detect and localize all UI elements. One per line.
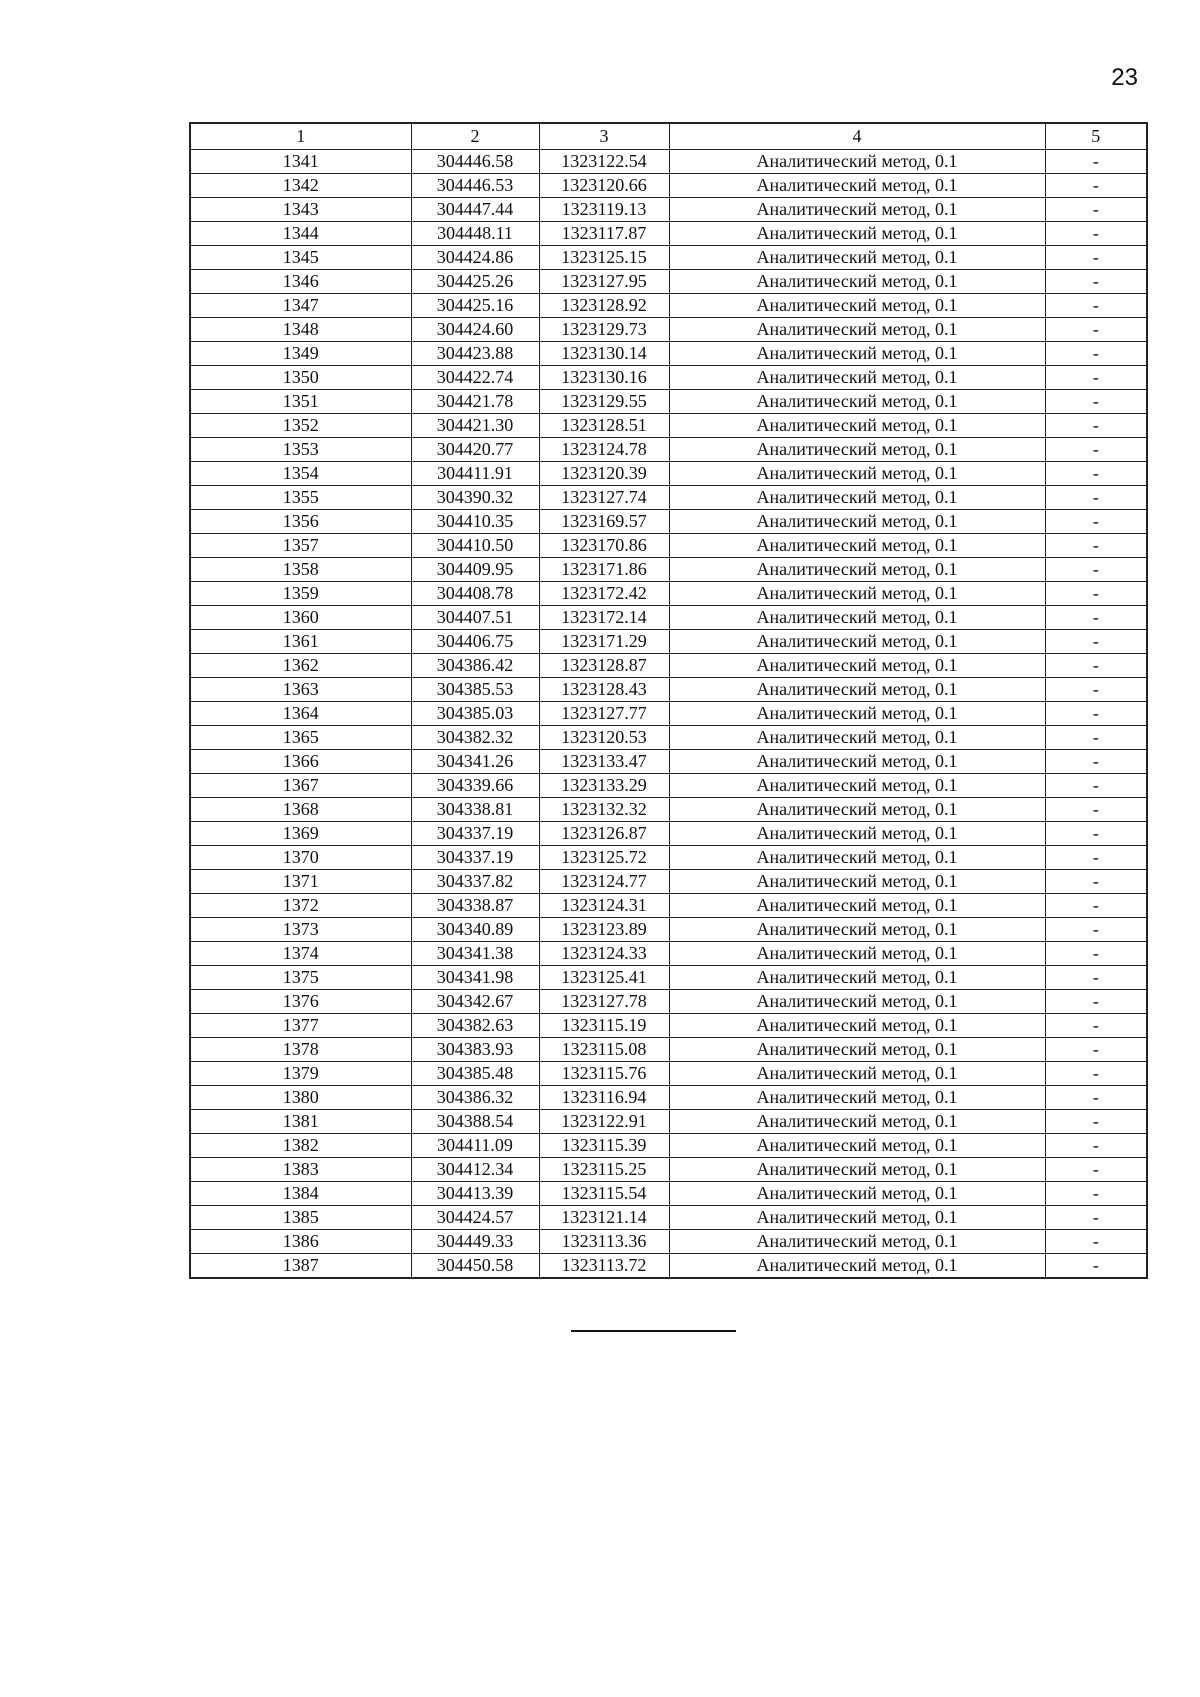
y-coordinate-cell: 1323124.78 [539, 438, 669, 462]
point-number-cell: 1358 [190, 558, 411, 582]
table-row [190, 750, 1147, 774]
note-cell: - [1045, 630, 1147, 654]
method-cell: Аналитический метод, 0.1 [669, 1254, 1045, 1279]
table-row [190, 798, 1147, 822]
point-number-cell: 1374 [190, 942, 411, 966]
x-coordinate-cell: 304338.81 [411, 798, 539, 822]
method-cell: Аналитический метод, 0.1 [669, 726, 1045, 750]
y-coordinate-cell: 1323124.31 [539, 894, 669, 918]
table-row [190, 774, 1147, 798]
x-coordinate-cell: 304410.35 [411, 510, 539, 534]
note-cell: - [1045, 606, 1147, 630]
point-number-cell: 1362 [190, 654, 411, 678]
table-header [190, 123, 1147, 150]
method-cell: Аналитический метод, 0.1 [669, 894, 1045, 918]
point-number-cell: 1369 [190, 822, 411, 846]
x-coordinate-cell: 304383.93 [411, 1038, 539, 1062]
method-cell: Аналитический метод, 0.1 [669, 798, 1045, 822]
method-cell: Аналитический метод, 0.1 [669, 462, 1045, 486]
note-cell: - [1045, 222, 1147, 246]
note-cell: - [1045, 1062, 1147, 1086]
table-row [190, 702, 1147, 726]
point-number-cell: 1355 [190, 486, 411, 510]
method-cell: Аналитический метод, 0.1 [669, 822, 1045, 846]
table-row [190, 1158, 1147, 1182]
y-coordinate-cell: 1323128.92 [539, 294, 669, 318]
method-cell: Аналитический метод, 0.1 [669, 1230, 1045, 1254]
x-coordinate-cell: 304386.32 [411, 1086, 539, 1110]
note-cell: - [1045, 534, 1147, 558]
x-coordinate-cell: 304406.75 [411, 630, 539, 654]
point-number-cell: 1387 [190, 1254, 411, 1279]
method-cell: Аналитический метод, 0.1 [669, 1062, 1045, 1086]
method-cell: Аналитический метод, 0.1 [669, 846, 1045, 870]
y-coordinate-cell: 1323115.54 [539, 1182, 669, 1206]
point-number-cell: 1385 [190, 1206, 411, 1230]
x-coordinate-cell: 304413.39 [411, 1182, 539, 1206]
y-coordinate-cell: 1323127.77 [539, 702, 669, 726]
note-cell: - [1045, 894, 1147, 918]
y-coordinate-cell: 1323130.16 [539, 366, 669, 390]
point-number-cell: 1352 [190, 414, 411, 438]
method-cell: Аналитический метод, 0.1 [669, 270, 1045, 294]
point-number-cell: 1381 [190, 1110, 411, 1134]
table-row [190, 198, 1147, 222]
table-row [190, 270, 1147, 294]
x-coordinate-cell: 304386.42 [411, 654, 539, 678]
y-coordinate-cell: 1323126.87 [539, 822, 669, 846]
x-coordinate-cell: 304424.57 [411, 1206, 539, 1230]
x-coordinate-cell: 304425.16 [411, 294, 539, 318]
method-cell: Аналитический метод, 0.1 [669, 1014, 1045, 1038]
point-number-cell: 1349 [190, 342, 411, 366]
table-row [190, 390, 1147, 414]
method-cell: Аналитический метод, 0.1 [669, 774, 1045, 798]
table-row [190, 318, 1147, 342]
y-coordinate-cell: 1323125.72 [539, 846, 669, 870]
point-number-cell: 1372 [190, 894, 411, 918]
x-coordinate-cell: 304421.78 [411, 390, 539, 414]
x-coordinate-cell: 304385.53 [411, 678, 539, 702]
x-coordinate-cell: 304382.32 [411, 726, 539, 750]
x-coordinate-cell: 304420.77 [411, 438, 539, 462]
note-cell: - [1045, 414, 1147, 438]
method-cell: Аналитический метод, 0.1 [669, 1134, 1045, 1158]
header-col-2: 2 [411, 123, 539, 150]
coordinates-table [189, 122, 1148, 1279]
note-cell: - [1045, 294, 1147, 318]
table-row [190, 150, 1147, 174]
note-cell: - [1045, 390, 1147, 414]
method-cell: Аналитический метод, 0.1 [669, 630, 1045, 654]
point-number-cell: 1373 [190, 918, 411, 942]
x-coordinate-cell: 304408.78 [411, 582, 539, 606]
y-coordinate-cell: 1323133.29 [539, 774, 669, 798]
point-number-cell: 1351 [190, 390, 411, 414]
y-coordinate-cell: 1323132.32 [539, 798, 669, 822]
point-number-cell: 1380 [190, 1086, 411, 1110]
point-number-cell: 1366 [190, 750, 411, 774]
note-cell: - [1045, 582, 1147, 606]
method-cell: Аналитический метод, 0.1 [669, 1086, 1045, 1110]
x-coordinate-cell: 304410.50 [411, 534, 539, 558]
method-cell: Аналитический метод, 0.1 [669, 222, 1045, 246]
y-coordinate-cell: 1323127.95 [539, 270, 669, 294]
point-number-cell: 1377 [190, 1014, 411, 1038]
note-cell: - [1045, 1038, 1147, 1062]
note-cell: - [1045, 1014, 1147, 1038]
y-coordinate-cell: 1323115.76 [539, 1062, 669, 1086]
point-number-cell: 1359 [190, 582, 411, 606]
table-row [190, 630, 1147, 654]
table-row [190, 918, 1147, 942]
x-coordinate-cell: 304448.11 [411, 222, 539, 246]
y-coordinate-cell: 1323115.39 [539, 1134, 669, 1158]
note-cell: - [1045, 726, 1147, 750]
point-number-cell: 1346 [190, 270, 411, 294]
point-number-cell: 1368 [190, 798, 411, 822]
header-col-4: 4 [669, 123, 1045, 150]
table-row [190, 1206, 1147, 1230]
y-coordinate-cell: 1323122.54 [539, 150, 669, 174]
note-cell: - [1045, 774, 1147, 798]
x-coordinate-cell: 304447.44 [411, 198, 539, 222]
point-number-cell: 1379 [190, 1062, 411, 1086]
table-row [190, 222, 1147, 246]
y-coordinate-cell: 1323128.51 [539, 414, 669, 438]
note-cell: - [1045, 510, 1147, 534]
table-row [190, 342, 1147, 366]
point-number-cell: 1348 [190, 318, 411, 342]
point-number-cell: 1343 [190, 198, 411, 222]
end-rule [571, 1330, 736, 1332]
point-number-cell: 1376 [190, 990, 411, 1014]
x-coordinate-cell: 304388.54 [411, 1110, 539, 1134]
x-coordinate-cell: 304409.95 [411, 558, 539, 582]
x-coordinate-cell: 304337.19 [411, 822, 539, 846]
method-cell: Аналитический метод, 0.1 [669, 702, 1045, 726]
y-coordinate-cell: 1323169.57 [539, 510, 669, 534]
y-coordinate-cell: 1323123.89 [539, 918, 669, 942]
method-cell: Аналитический метод, 0.1 [669, 1182, 1045, 1206]
note-cell: - [1045, 246, 1147, 270]
header-col-1: 1 [190, 123, 411, 150]
method-cell: Аналитический метод, 0.1 [669, 966, 1045, 990]
method-cell: Аналитический метод, 0.1 [669, 558, 1045, 582]
y-coordinate-cell: 1323128.43 [539, 678, 669, 702]
note-cell: - [1045, 1086, 1147, 1110]
table-row [190, 894, 1147, 918]
y-coordinate-cell: 1323117.87 [539, 222, 669, 246]
table-row [190, 1230, 1147, 1254]
table-row [190, 822, 1147, 846]
note-cell: - [1045, 270, 1147, 294]
table-row [190, 654, 1147, 678]
y-coordinate-cell: 1323128.87 [539, 654, 669, 678]
y-coordinate-cell: 1323130.14 [539, 342, 669, 366]
note-cell: - [1045, 1134, 1147, 1158]
y-coordinate-cell: 1323172.42 [539, 582, 669, 606]
table-row [190, 1110, 1147, 1134]
x-coordinate-cell: 304422.74 [411, 366, 539, 390]
method-cell: Аналитический метод, 0.1 [669, 486, 1045, 510]
table-row [190, 1038, 1147, 1062]
header-col-3: 3 [539, 123, 669, 150]
note-cell: - [1045, 342, 1147, 366]
point-number-cell: 1378 [190, 1038, 411, 1062]
table-row [190, 1086, 1147, 1110]
note-cell: - [1045, 654, 1147, 678]
method-cell: Аналитический метод, 0.1 [669, 414, 1045, 438]
x-coordinate-cell: 304341.98 [411, 966, 539, 990]
table-row [190, 678, 1147, 702]
table-row [190, 174, 1147, 198]
point-number-cell: 1360 [190, 606, 411, 630]
point-number-cell: 1383 [190, 1158, 411, 1182]
method-cell: Аналитический метод, 0.1 [669, 1110, 1045, 1134]
point-number-cell: 1344 [190, 222, 411, 246]
table-row [190, 1014, 1147, 1038]
note-cell: - [1045, 990, 1147, 1014]
y-coordinate-cell: 1323121.14 [539, 1206, 669, 1230]
point-number-cell: 1353 [190, 438, 411, 462]
note-cell: - [1045, 942, 1147, 966]
y-coordinate-cell: 1323116.94 [539, 1086, 669, 1110]
method-cell: Аналитический метод, 0.1 [669, 750, 1045, 774]
y-coordinate-cell: 1323133.47 [539, 750, 669, 774]
note-cell: - [1045, 1230, 1147, 1254]
y-coordinate-cell: 1323120.39 [539, 462, 669, 486]
x-coordinate-cell: 304446.58 [411, 150, 539, 174]
point-number-cell: 1384 [190, 1182, 411, 1206]
table-row [190, 462, 1147, 486]
y-coordinate-cell: 1323113.72 [539, 1254, 669, 1279]
table-row [190, 942, 1147, 966]
y-coordinate-cell: 1323171.29 [539, 630, 669, 654]
x-coordinate-cell: 304407.51 [411, 606, 539, 630]
method-cell: Аналитический метод, 0.1 [669, 1206, 1045, 1230]
note-cell: - [1045, 438, 1147, 462]
y-coordinate-cell: 1323122.91 [539, 1110, 669, 1134]
table-row [190, 1062, 1147, 1086]
y-coordinate-cell: 1323120.66 [539, 174, 669, 198]
method-cell: Аналитический метод, 0.1 [669, 510, 1045, 534]
y-coordinate-cell: 1323127.74 [539, 486, 669, 510]
method-cell: Аналитический метод, 0.1 [669, 438, 1045, 462]
method-cell: Аналитический метод, 0.1 [669, 582, 1045, 606]
header-col-5: 5 [1045, 123, 1147, 150]
table-row [190, 246, 1147, 270]
method-cell: Аналитический метод, 0.1 [669, 654, 1045, 678]
note-cell: - [1045, 462, 1147, 486]
note-cell: - [1045, 966, 1147, 990]
point-number-cell: 1367 [190, 774, 411, 798]
x-coordinate-cell: 304450.58 [411, 1254, 539, 1279]
y-coordinate-cell: 1323172.14 [539, 606, 669, 630]
method-cell: Аналитический метод, 0.1 [669, 1038, 1045, 1062]
table-body [190, 150, 1147, 1279]
method-cell: Аналитический метод, 0.1 [669, 318, 1045, 342]
method-cell: Аналитический метод, 0.1 [669, 342, 1045, 366]
point-number-cell: 1386 [190, 1230, 411, 1254]
y-coordinate-cell: 1323124.77 [539, 870, 669, 894]
x-coordinate-cell: 304341.38 [411, 942, 539, 966]
point-number-cell: 1382 [190, 1134, 411, 1158]
x-coordinate-cell: 304338.87 [411, 894, 539, 918]
table-row [190, 366, 1147, 390]
note-cell: - [1045, 798, 1147, 822]
note-cell: - [1045, 558, 1147, 582]
y-coordinate-cell: 1323171.86 [539, 558, 669, 582]
note-cell: - [1045, 1206, 1147, 1230]
point-number-cell: 1363 [190, 678, 411, 702]
x-coordinate-cell: 304411.91 [411, 462, 539, 486]
note-cell: - [1045, 750, 1147, 774]
method-cell: Аналитический метод, 0.1 [669, 678, 1045, 702]
y-coordinate-cell: 1323115.25 [539, 1158, 669, 1182]
method-cell: Аналитический метод, 0.1 [669, 294, 1045, 318]
point-number-cell: 1370 [190, 846, 411, 870]
point-number-cell: 1341 [190, 150, 411, 174]
x-coordinate-cell: 304382.63 [411, 1014, 539, 1038]
note-cell: - [1045, 174, 1147, 198]
x-coordinate-cell: 304390.32 [411, 486, 539, 510]
note-cell: - [1045, 486, 1147, 510]
point-number-cell: 1361 [190, 630, 411, 654]
x-coordinate-cell: 304339.66 [411, 774, 539, 798]
note-cell: - [1045, 1254, 1147, 1279]
point-number-cell: 1375 [190, 966, 411, 990]
note-cell: - [1045, 870, 1147, 894]
point-number-cell: 1345 [190, 246, 411, 270]
x-coordinate-cell: 304446.53 [411, 174, 539, 198]
y-coordinate-cell: 1323124.33 [539, 942, 669, 966]
method-cell: Аналитический метод, 0.1 [669, 942, 1045, 966]
x-coordinate-cell: 304411.09 [411, 1134, 539, 1158]
x-coordinate-cell: 304337.82 [411, 870, 539, 894]
method-cell: Аналитический метод, 0.1 [669, 390, 1045, 414]
x-coordinate-cell: 304385.03 [411, 702, 539, 726]
header-row [190, 123, 1147, 150]
table-row [190, 510, 1147, 534]
point-number-cell: 1342 [190, 174, 411, 198]
method-cell: Аналитический метод, 0.1 [669, 1158, 1045, 1182]
y-coordinate-cell: 1323115.08 [539, 1038, 669, 1062]
y-coordinate-cell: 1323115.19 [539, 1014, 669, 1038]
method-cell: Аналитический метод, 0.1 [669, 246, 1045, 270]
note-cell: - [1045, 918, 1147, 942]
table-row [190, 486, 1147, 510]
y-coordinate-cell: 1323120.53 [539, 726, 669, 750]
y-coordinate-cell: 1323113.36 [539, 1230, 669, 1254]
x-coordinate-cell: 304424.60 [411, 318, 539, 342]
note-cell: - [1045, 1158, 1147, 1182]
table-row [190, 966, 1147, 990]
method-cell: Аналитический метод, 0.1 [669, 174, 1045, 198]
table-row [190, 1254, 1147, 1279]
point-number-cell: 1350 [190, 366, 411, 390]
method-cell: Аналитический метод, 0.1 [669, 918, 1045, 942]
y-coordinate-cell: 1323129.55 [539, 390, 669, 414]
method-cell: Аналитический метод, 0.1 [669, 870, 1045, 894]
point-number-cell: 1365 [190, 726, 411, 750]
table-row [190, 534, 1147, 558]
table-row [190, 1134, 1147, 1158]
x-coordinate-cell: 304425.26 [411, 270, 539, 294]
table-row [190, 582, 1147, 606]
note-cell: - [1045, 198, 1147, 222]
page-number: 23 [1111, 64, 1138, 91]
note-cell: - [1045, 366, 1147, 390]
y-coordinate-cell: 1323125.41 [539, 966, 669, 990]
table-row [190, 438, 1147, 462]
x-coordinate-cell: 304449.33 [411, 1230, 539, 1254]
x-coordinate-cell: 304423.88 [411, 342, 539, 366]
method-cell: Аналитический метод, 0.1 [669, 990, 1045, 1014]
table-row [190, 726, 1147, 750]
y-coordinate-cell: 1323170.86 [539, 534, 669, 558]
note-cell: - [1045, 678, 1147, 702]
x-coordinate-cell: 304412.34 [411, 1158, 539, 1182]
y-coordinate-cell: 1323119.13 [539, 198, 669, 222]
x-coordinate-cell: 304340.89 [411, 918, 539, 942]
point-number-cell: 1364 [190, 702, 411, 726]
x-coordinate-cell: 304385.48 [411, 1062, 539, 1086]
note-cell: - [1045, 318, 1147, 342]
method-cell: Аналитический метод, 0.1 [669, 366, 1045, 390]
note-cell: - [1045, 150, 1147, 174]
table-row [190, 870, 1147, 894]
table-row [190, 558, 1147, 582]
y-coordinate-cell: 1323127.78 [539, 990, 669, 1014]
method-cell: Аналитический метод, 0.1 [669, 606, 1045, 630]
note-cell: - [1045, 1182, 1147, 1206]
x-coordinate-cell: 304342.67 [411, 990, 539, 1014]
point-number-cell: 1354 [190, 462, 411, 486]
table-row [190, 1182, 1147, 1206]
point-number-cell: 1347 [190, 294, 411, 318]
method-cell: Аналитический метод, 0.1 [669, 534, 1045, 558]
point-number-cell: 1356 [190, 510, 411, 534]
table-row [190, 606, 1147, 630]
note-cell: - [1045, 1110, 1147, 1134]
x-coordinate-cell: 304337.19 [411, 846, 539, 870]
table-row [190, 414, 1147, 438]
table-row [190, 990, 1147, 1014]
table-row [190, 294, 1147, 318]
method-cell: Аналитический метод, 0.1 [669, 198, 1045, 222]
x-coordinate-cell: 304424.86 [411, 246, 539, 270]
x-coordinate-cell: 304341.26 [411, 750, 539, 774]
method-cell: Аналитический метод, 0.1 [669, 150, 1045, 174]
point-number-cell: 1357 [190, 534, 411, 558]
y-coordinate-cell: 1323125.15 [539, 246, 669, 270]
note-cell: - [1045, 702, 1147, 726]
point-number-cell: 1371 [190, 870, 411, 894]
y-coordinate-cell: 1323129.73 [539, 318, 669, 342]
note-cell: - [1045, 822, 1147, 846]
x-coordinate-cell: 304421.30 [411, 414, 539, 438]
note-cell: - [1045, 846, 1147, 870]
table-row [190, 846, 1147, 870]
